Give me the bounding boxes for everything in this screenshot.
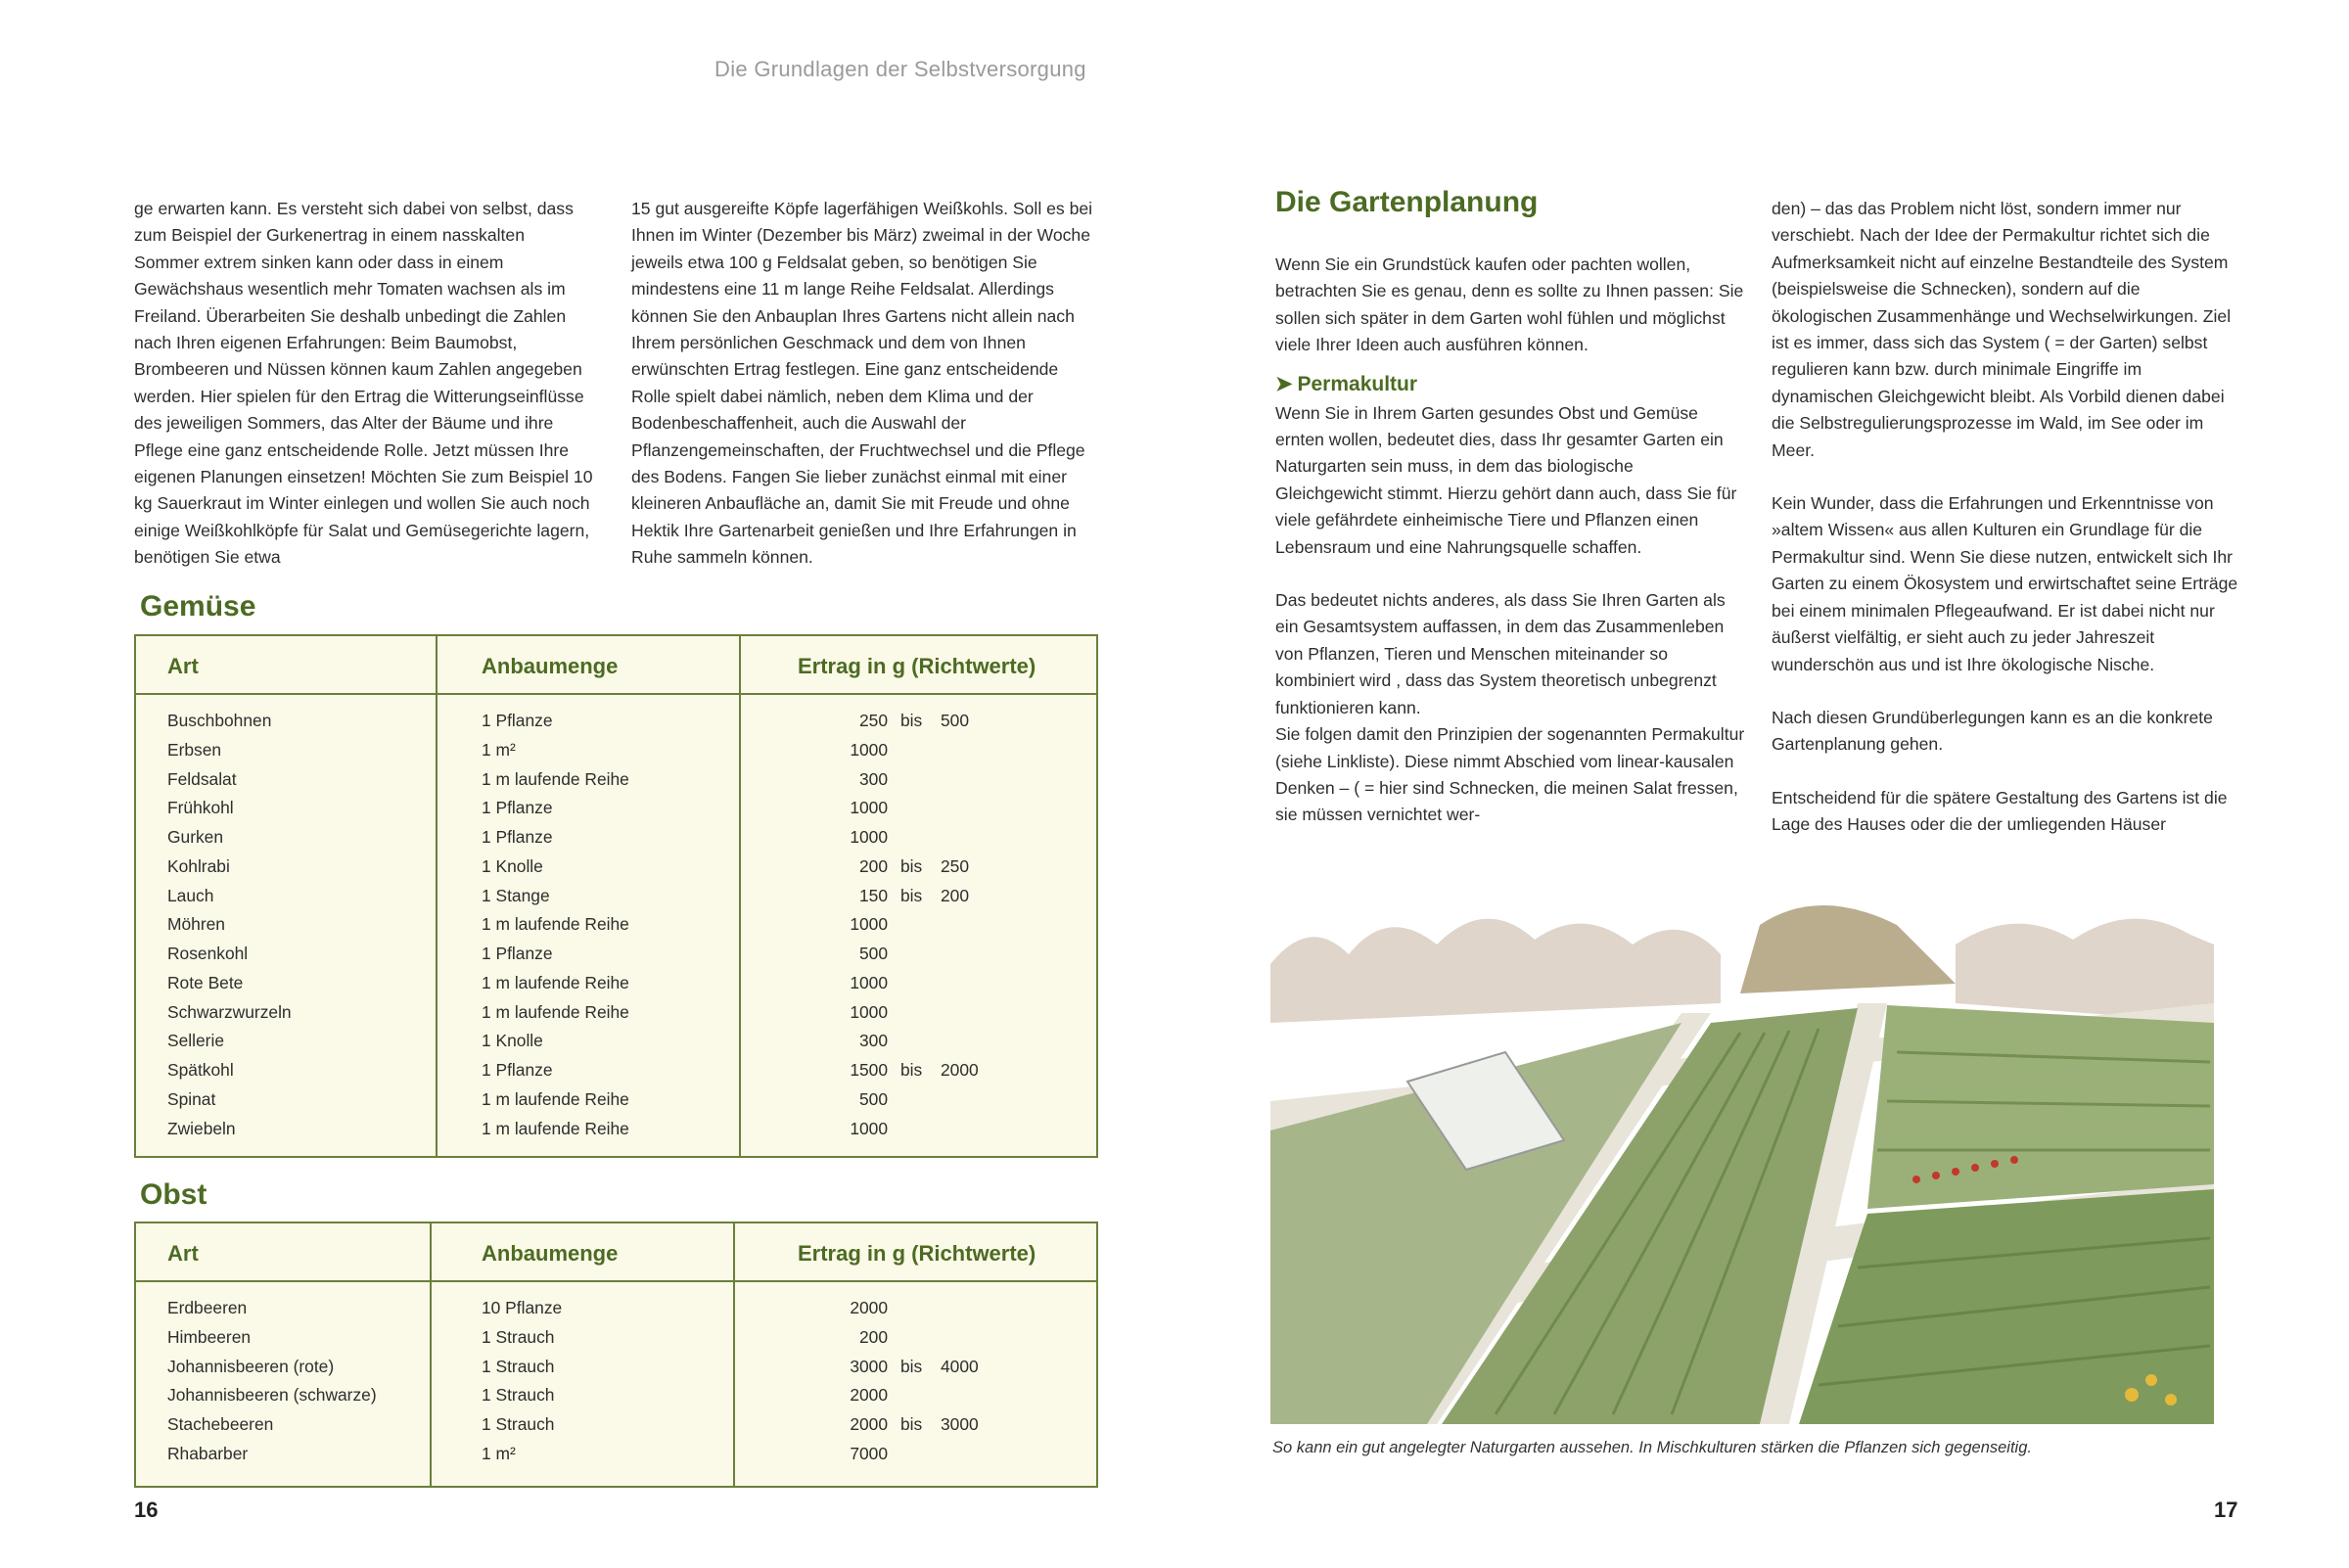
cell-ertrag-from: 1000 [850, 972, 888, 992]
cell-anbaumenge: 1 Strauch [482, 1385, 555, 1406]
cell-ertrag-to: 4000 [941, 1356, 979, 1376]
cell-ertrag-to: 500 [941, 711, 970, 730]
paragraph: Nach diesen Grundüberlegungen kann es an die konkrete Gartenplanung gehen. [1772, 707, 2213, 755]
table-row [136, 794, 1096, 823]
gemuese-table [134, 634, 1098, 1158]
paragraph: Das bedeutet nichts anderes, als dass Sie Ihren Garten als ein Gesamtsystem auffassen, in dem das Zusammenleben von Pflanzen, Tieren und Menschen miteinander so kombiniert wird , dass das System theoretisch unbegrenzt funktionieren kann. [1275, 590, 1726, 717]
cell-art: Rote Bete [167, 972, 244, 992]
gemuese-table-header [136, 636, 1096, 695]
header-ertrag: Ertrag in g (Richtwerte) [798, 654, 1036, 678]
cell-art: Zwiebeln [167, 1118, 236, 1138]
header-anbaumenge: Anbaumenge [482, 654, 619, 678]
cell-ertrag-from: 500 [858, 1088, 888, 1109]
table-row [136, 1027, 1096, 1056]
table-row [136, 1115, 1096, 1144]
paragraph: den) – das das Problem nicht löst, sondern immer nur verschiebt. Nach der Idee der Permakultur richtet sich die Aufmerksamkeit nicht auf einzelne Bestandteile des System (beispielsweise die Schnecken), sondern auf die ökologischen Zusammenhänge und Wechselwirkungen. Ziel ist es immer, dass sich das System ( = der Garten) selbst regulieren kann bzw. durch minimale Eingriffe im dynamischen Gleichgewicht bleibt. Als Vorbild dienen dabei die Selbstregulierungsprozesse im Wald, im See oder im Meer. [1772, 199, 2232, 460]
cell-ertrag-from: 500 [858, 944, 888, 963]
table-row [136, 1381, 1096, 1410]
cell-ertrag-from: 250 [858, 711, 888, 730]
table-row [136, 940, 1096, 969]
cell-art: Erdbeeren [167, 1298, 248, 1317]
cell-art: Sellerie [167, 1031, 224, 1051]
cell-anbaumenge: 1 m laufende Reihe [482, 1118, 629, 1138]
table-row [136, 736, 1096, 765]
obst-table-header [136, 1223, 1096, 1282]
table-row [136, 910, 1096, 940]
cell-anbaumenge: 1 Strauch [482, 1356, 555, 1376]
cell-art: Buschbohnen [167, 711, 272, 730]
table-row [136, 707, 1096, 736]
cell-anbaumenge: 10 Pflanze [482, 1298, 563, 1317]
cell-bis: bis [900, 1414, 923, 1434]
cell-ertrag-from: 1000 [850, 827, 888, 847]
header-art: Art [167, 654, 199, 678]
cell-art: Erbsen [167, 739, 222, 760]
table-row [136, 998, 1096, 1028]
cell-ertrag-from: 2000 [850, 1385, 888, 1406]
cell-ertrag-from: 1000 [850, 798, 888, 818]
cell-art: Rhabarber [167, 1443, 249, 1463]
cell-art: Johannisbeeren (rote) [167, 1356, 335, 1376]
cell-anbaumenge: 1 Pflanze [482, 944, 553, 963]
obst-title: Obst [140, 1178, 207, 1211]
cell-anbaumenge: 1 m laufende Reihe [482, 1001, 629, 1022]
cell-anbaumenge: 1 Pflanze [482, 798, 553, 818]
cell-anbaumenge: 1 Strauch [482, 1414, 555, 1434]
table-row [136, 823, 1096, 853]
paragraph: Wenn Sie in Ihrem Garten gesundes Obst und Gemüse ernten wollen, bedeutet dies, dass Ihr gesamter Garten ein Naturgarten sein muss, in dem das biologische Gleichgewicht stimmt. Hierzu gehört dann auch, dass Sie für viele gefährdete einheimische Tiere und Pflanzen einen Lebensraum und eine Nahrungsquelle schaffen. [1275, 402, 1737, 557]
cell-anbaumenge: 1 Stange [482, 885, 550, 905]
header-art: Art [167, 1241, 199, 1266]
obst-table [134, 1222, 1098, 1488]
figure-caption: So kann ein gut angelegter Naturgarten aussehen. In Mischkulturen stärken die Pflanzen sich gegenseitig. [1272, 1439, 2032, 1456]
cell-art: Rosenkohl [167, 944, 249, 963]
cell-anbaumenge: 1 Pflanze [482, 827, 553, 847]
cell-bis: bis [900, 1060, 923, 1080]
cell-ertrag-from: 7000 [850, 1443, 888, 1463]
cell-anbaumenge: 1 Pflanze [482, 1060, 553, 1080]
left-col-1-text: ge erwarten kann. Es versteht sich dabei von selbst, dass zum Beispiel der Gurkenertrag in einem nasskalten Sommer extrem sinken kann oder dass in einem Gewächshaus wesentlich mehr Tomaten wachsen als im Freiland. Überarbeiten Sie deshalb unbedingt die Zahlen nach Ihren eigenen Erfahrungen: Beim Baumobst, Brombeeren und Nüssen können kaum Zahlen angegeben werden. Hier spielen für den Ertrag die Witterungseinflüsse des jeweiligen Sommers, das Alter der Bäume und ihre Pflege eine ganz entscheidende Rolle. Jetzt müssen Ihre eigenen Planungen einsetzen! Möchten Sie zum Beispiel 10 kg Sauerkraut im Winter einlegen und wollen Sie auch noch einige Weißkohlköpfe für Salat und Gemüsegerichte lagern, benötigen Sie etwa [134, 199, 593, 568]
table-row [136, 1323, 1096, 1353]
table-row [136, 1294, 1096, 1323]
cell-ertrag-from: 200 [858, 1326, 888, 1347]
section-title: Die Gartenplanung [1275, 186, 1539, 218]
cell-ertrag-from: 1000 [850, 1118, 888, 1138]
cell-ertrag-from: 1000 [850, 914, 888, 935]
cell-ertrag-from: 300 [858, 768, 888, 789]
cell-anbaumenge: 1 m² [482, 1443, 516, 1463]
permakultur-subhead [1275, 371, 1745, 400]
cell-art: Schwarzwurzeln [167, 1001, 292, 1022]
cell-art: Gurken [167, 827, 224, 847]
header-anbaumenge: Anbaumenge [482, 1241, 619, 1266]
cell-art: Kohlrabi [167, 855, 230, 876]
page-number-right: 17 [2214, 1498, 2238, 1522]
table-row [136, 1353, 1096, 1382]
cell-ertrag-to: 2000 [941, 1060, 979, 1080]
cell-ertrag-from: 150 [858, 885, 888, 905]
cell-ertrag-from: 1000 [850, 739, 888, 760]
right-col-1 [1275, 252, 1745, 829]
table-row [136, 1410, 1096, 1440]
paragraph: Sie folgen damit den Prinzipien der sogenannten Permakultur (siehe Linkliste). Diese nimmt Abschied vom linear-kausalen Denken – ( = hier sind Schnecken, die meinen Salat fressen, sie müssen vernichtet wer- [1275, 724, 1745, 825]
running-head: Die Grundlagen der Selbstversorgung [714, 57, 1086, 81]
left-col-2 [631, 196, 1101, 572]
left-col-1 [134, 196, 594, 572]
cell-art: Frühkohl [167, 798, 234, 818]
cell-art: Spinat [167, 1088, 216, 1109]
cell-ertrag-to: 3000 [941, 1414, 979, 1434]
right-col-2 [1772, 196, 2241, 839]
table-row [136, 765, 1096, 795]
cell-anbaumenge: 1 Pflanze [482, 711, 553, 730]
cell-art: Möhren [167, 914, 225, 935]
subhead-label: Permakultur [1297, 372, 1418, 395]
garden-illustration [1270, 886, 2214, 1424]
cell-art: Feldsalat [167, 768, 237, 789]
cell-ertrag-from: 200 [858, 855, 888, 876]
cell-ertrag-from: 300 [858, 1031, 888, 1051]
cell-ertrag-to: 200 [941, 885, 970, 905]
table-row [136, 1085, 1096, 1115]
cell-anbaumenge: 1 m laufende Reihe [482, 972, 629, 992]
paragraph: Kein Wunder, dass die Erfahrungen und Erkenntnisse von »altem Wissen« aus allen Kulturen ein Grundlage für die Permakultur sind. Wenn Sie diese nutzen, entwickelt sich Ihr Garten zu einem Ökosystem und erwirtschaftet seine Erträge bei einem minimalen Pflegeaufwand. Er ist dabei nicht nur äußerst vielfältig, er sieht auch zu jeder Jahreszeit wunderschön aus und ist Ihre ökologische Nische. [1772, 493, 2238, 674]
intro-paragraph: Wenn Sie ein Grundstück kaufen oder pachten wollen, betrachten Sie es genau, denn es sollte zu Ihnen passen: Sie sollen sich später in dem Garten wohl fühlen und möglichst viele Ihrer Ideen auch ausführen können. [1275, 254, 1744, 355]
cell-art: Stachebeeren [167, 1414, 274, 1434]
page-number-left: 16 [134, 1498, 159, 1522]
paragraph: Entscheidend für die spätere Gestaltung des Gartens ist die Lage des Hauses oder die der umliegenden Häuser [1772, 787, 2228, 835]
gemuese-title: Gemüse [140, 590, 256, 623]
cell-anbaumenge: 1 Knolle [482, 855, 543, 876]
cell-ertrag-to: 250 [941, 855, 970, 876]
cell-ertrag-from: 3000 [850, 1356, 888, 1376]
cell-bis: bis [900, 711, 923, 730]
cell-anbaumenge: 1 m² [482, 739, 516, 760]
cell-anbaumenge: 1 Knolle [482, 1031, 543, 1051]
cell-anbaumenge: 1 m laufende Reihe [482, 1088, 629, 1109]
table-row [136, 853, 1096, 882]
left-col-2-text: 15 gut ausgereifte Köpfe lagerfähigen Weißkohls. Soll es bei Ihnen im Winter (Dezember bis März) zweimal in der Woche jeweils etwa 100 g Feldsalat geben, so benötigen Sie mindestens eine 11 m lange Reihe Feldsalat. Allerdings können Sie den Anbauplan Ihres Gartens nicht allein nach Ihrem persönlichen Geschmack und dem von Ihnen erwünschten Ertrag festlegen. Eine ganz entscheidende Rolle spielt dabei nämlich, neben dem Klima und der Bodenbeschaffenheit, auch die Auswahl der Pflanzengemeinschaften, der Fruchtwechsel und die Pflege des Bodens. Fangen Sie lieber zunächst einmal mit einer kleineren Anbaufläche an, damit Sie mit Freude und ohne Hektik Ihre Gartenarbeit genießen und Ihre Erfahrungen in Ruhe sammeln können. [631, 199, 1093, 568]
cell-ertrag-from: 1000 [850, 1001, 888, 1022]
cell-bis: bis [900, 1356, 923, 1376]
cell-art: Johannisbeeren (schwarze) [167, 1385, 377, 1406]
cell-ertrag-from: 1500 [850, 1060, 888, 1080]
cell-anbaumenge: 1 m laufende Reihe [482, 914, 629, 935]
table-row [136, 1056, 1096, 1085]
table-row [136, 969, 1096, 998]
cell-art: Spätkohl [167, 1060, 234, 1080]
cell-ertrag-from: 2000 [850, 1414, 888, 1434]
table-row [136, 882, 1096, 911]
table-row [136, 1440, 1096, 1469]
cell-bis: bis [900, 885, 923, 905]
cell-anbaumenge: 1 m laufende Reihe [482, 768, 629, 789]
cell-anbaumenge: 1 Strauch [482, 1326, 555, 1347]
cell-ertrag-from: 2000 [850, 1298, 888, 1317]
cell-bis: bis [900, 855, 923, 876]
header-ertrag: Ertrag in g (Richtwerte) [798, 1241, 1036, 1266]
arrow-icon: ➤ [1275, 372, 1293, 395]
cell-art: Himbeeren [167, 1326, 252, 1347]
cell-art: Lauch [167, 885, 214, 905]
